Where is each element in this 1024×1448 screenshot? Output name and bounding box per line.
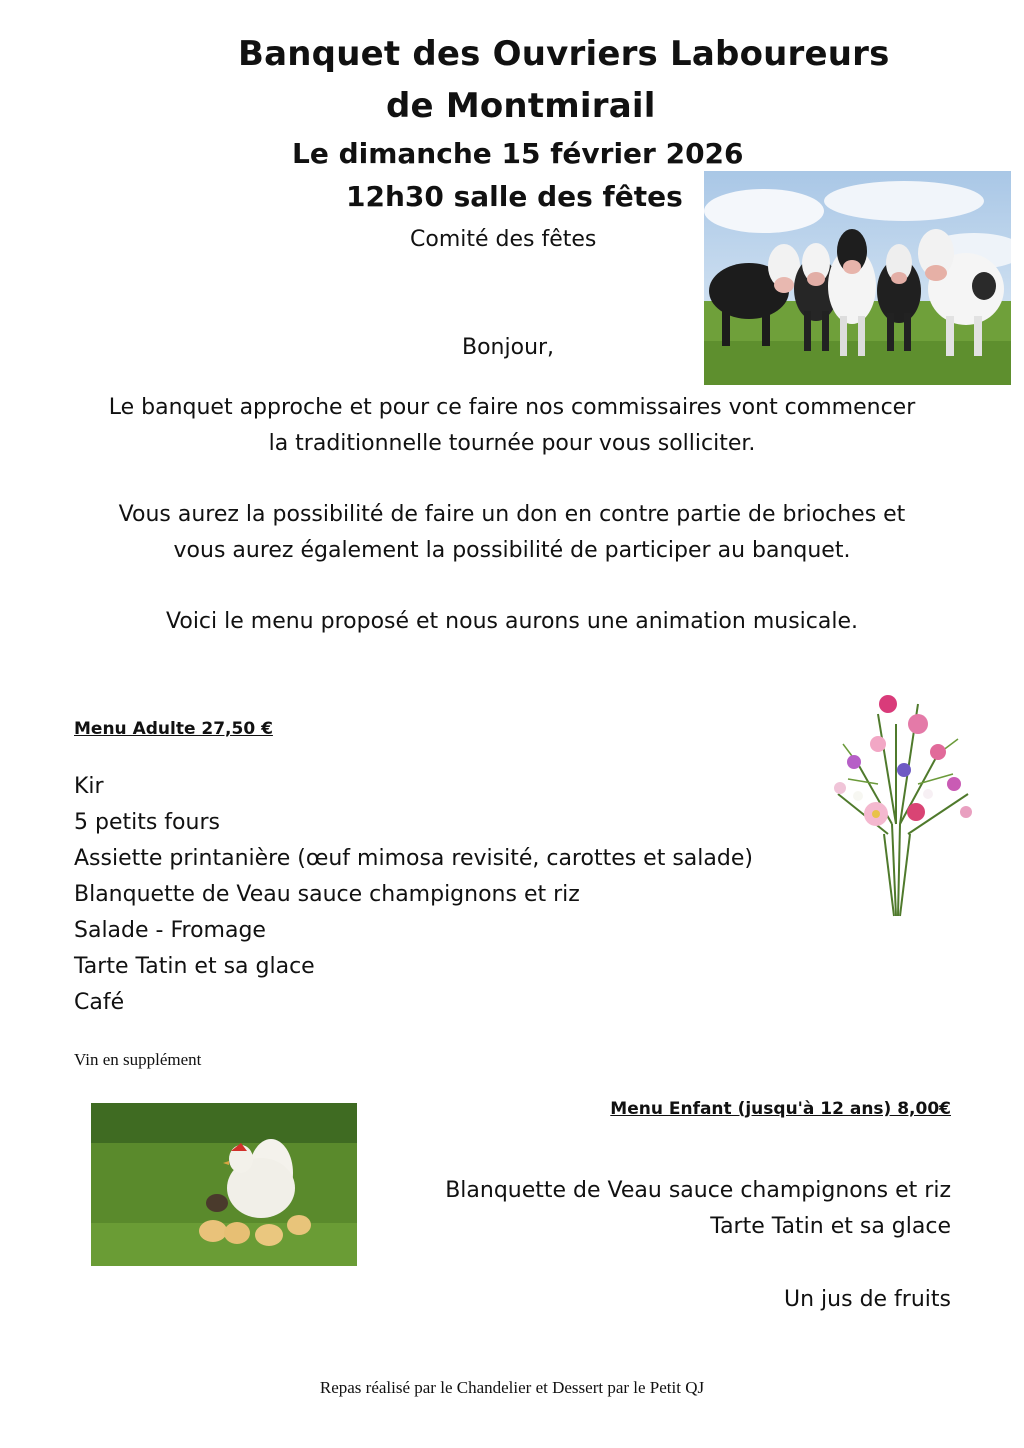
menu-item: Salade - Fromage <box>74 918 266 943</box>
menu-item: Assiette printanière (œuf mimosa revisité, carottes et salade) <box>74 846 753 871</box>
menu-adult-heading: Menu Adulte 27,50 € <box>74 719 273 739</box>
title-line-1: Banquet des Ouvriers Laboureurs <box>238 34 890 74</box>
menu-adult-list <box>74 769 753 1021</box>
menu-item: 5 petits fours <box>74 810 220 835</box>
letter-paragraph-2 <box>0 497 1024 569</box>
menu-child-heading: Menu Enfant (jusqu'à 12 ans) 8,00€ <box>610 1099 951 1119</box>
menu-item: Tarte Tatin et sa glace <box>710 1214 951 1239</box>
event-time-place: 12h30 salle des fêtes <box>346 180 683 213</box>
paragraph-line: vous aurez également la possibilité de participer au banquet. <box>173 538 851 563</box>
menu-item: Tarte Tatin et sa glace <box>74 954 315 979</box>
paragraph-line: Voici le menu proposé et nous aurons une animation musicale. <box>166 609 858 634</box>
greeting: Bonjour, <box>462 335 555 360</box>
hen-and-chicks-photo <box>91 1103 357 1266</box>
menu-item: Kir <box>74 774 104 799</box>
letter-paragraph-3 <box>0 604 1024 640</box>
flower-bouquet-photo <box>818 684 984 918</box>
cows-photo <box>704 171 1011 385</box>
menu-item: Blanquette de Veau sauce champignons et riz <box>74 882 580 907</box>
wine-note: Vin en supplément <box>74 1050 202 1069</box>
menu-item: Café <box>74 990 125 1015</box>
event-date: Le dimanche 15 février 2026 <box>292 137 744 170</box>
title-line-2: de Montmirail <box>386 86 656 126</box>
organizer: Comité des fêtes <box>410 227 597 252</box>
letter-paragraph-1 <box>0 390 1024 462</box>
menu-item: Blanquette de Veau sauce champignons et riz <box>445 1178 951 1203</box>
paragraph-line: la traditionnelle tournée pour vous solliciter. <box>268 431 756 456</box>
paragraph-line: Vous aurez la possibilité de faire un don en contre partie de brioches et <box>118 502 906 527</box>
menu-child-drink: Un jus de fruits <box>784 1287 951 1312</box>
paragraph-line: Le banquet approche et pour ce faire nos commissaires vont commencer <box>108 395 916 420</box>
menu-child-list <box>445 1173 951 1245</box>
footer-credit: Repas réalisé par le Chandelier et Dessert par le Petit QJ <box>319 1378 705 1397</box>
